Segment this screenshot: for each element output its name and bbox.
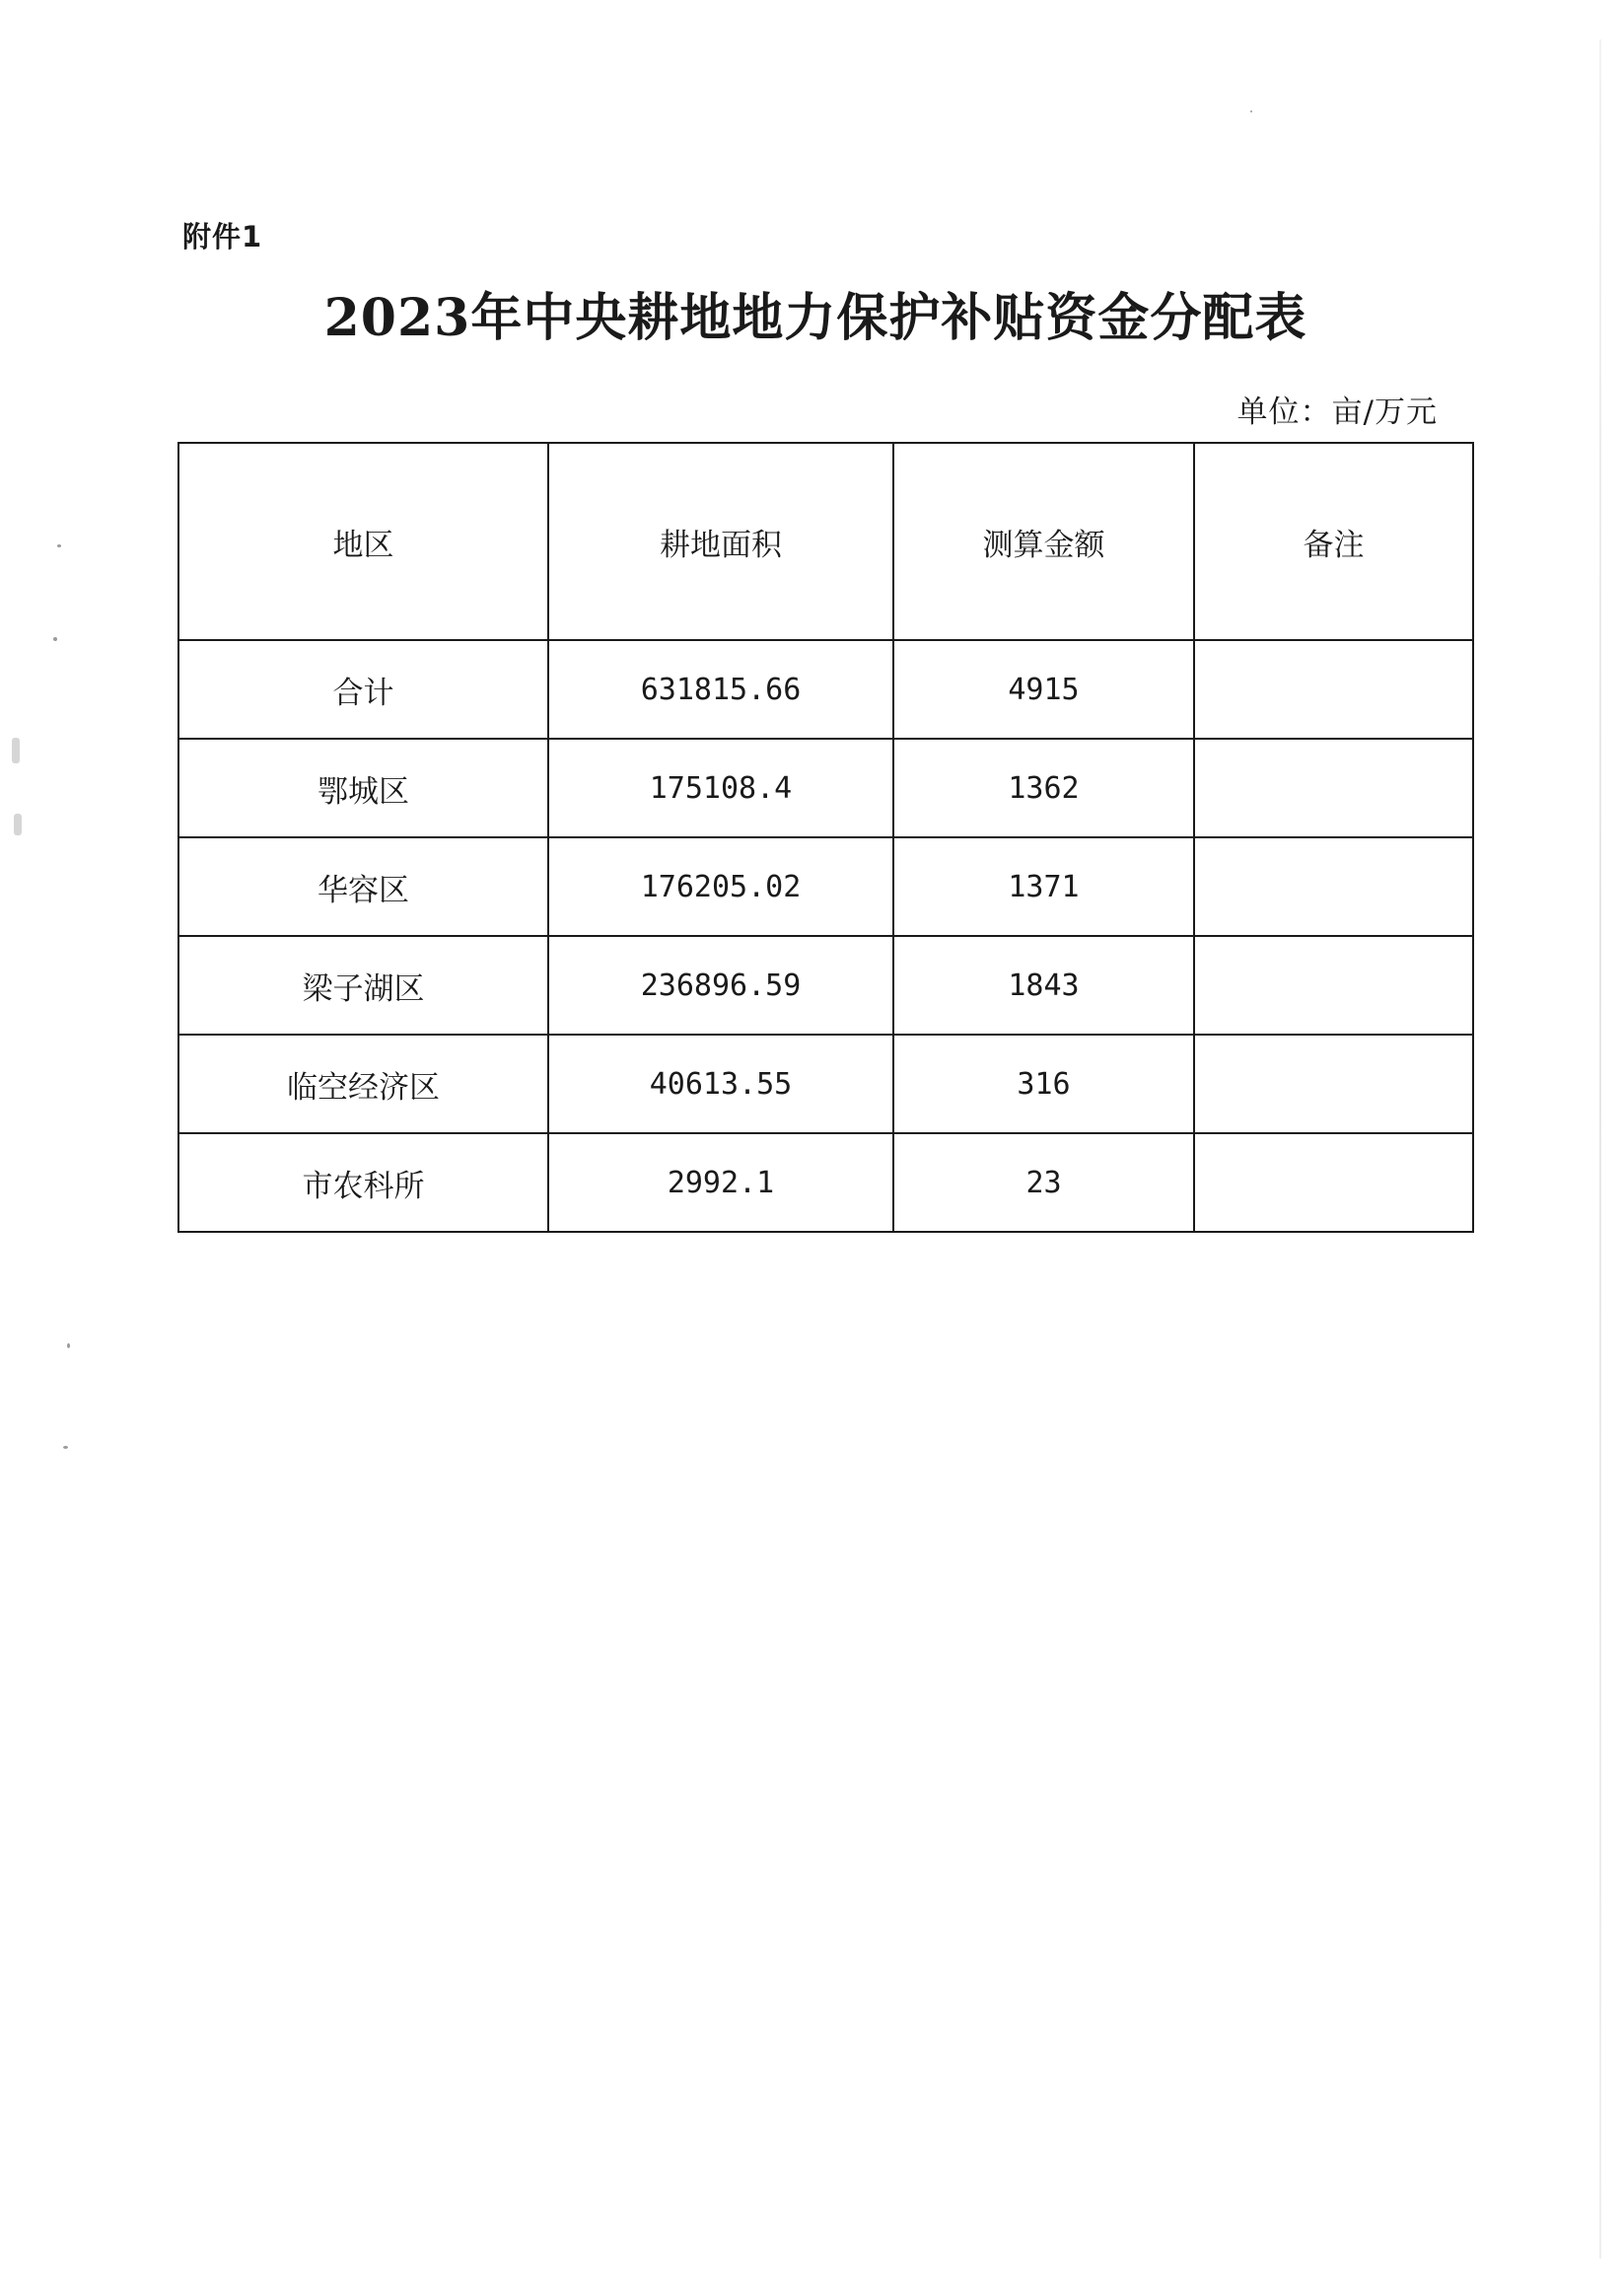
scan-speck	[1250, 110, 1252, 112]
allocation-table	[177, 442, 1474, 1233]
cell-region: 梁子湖区	[178, 936, 548, 1035]
table-row	[178, 837, 1473, 936]
cell-remark	[1194, 837, 1473, 936]
cell-area: 236896.59	[548, 936, 893, 1035]
cell-remark	[1194, 640, 1473, 739]
cell-amount: 316	[893, 1035, 1194, 1133]
cell-amount: 1362	[893, 739, 1194, 837]
cell-area: 175108.4	[548, 739, 893, 837]
header-area: 耕地面积	[548, 443, 893, 640]
scan-edge	[1599, 39, 1601, 2259]
cell-remark	[1194, 936, 1473, 1035]
cell-area: 2992.1	[548, 1133, 893, 1232]
table-row	[178, 640, 1473, 739]
cell-region: 鄂城区	[178, 739, 548, 837]
cell-remark	[1194, 739, 1473, 837]
header-region: 地区	[178, 443, 548, 640]
cell-region: 市农科所	[178, 1133, 548, 1232]
table-row	[178, 1133, 1473, 1232]
cell-amount: 1843	[893, 936, 1194, 1035]
cell-area: 40613.55	[548, 1035, 893, 1133]
cell-area: 631815.66	[548, 640, 893, 739]
scan-speck	[63, 1446, 68, 1449]
scan-speck	[53, 637, 57, 641]
scan-speck	[14, 814, 22, 835]
cell-area: 176205.02	[548, 837, 893, 936]
page-title: 2023年中央耕地地力保护补贴资金分配表	[323, 288, 1307, 348]
header-remark: 备注	[1194, 443, 1473, 640]
cell-remark	[1194, 1035, 1473, 1133]
cell-region: 临空经济区	[178, 1035, 548, 1133]
cell-amount: 1371	[893, 837, 1194, 936]
table-row	[178, 936, 1473, 1035]
cell-region: 合计	[178, 640, 548, 739]
cell-region: 华容区	[178, 837, 548, 936]
scan-speck	[57, 544, 61, 547]
table-row	[178, 739, 1473, 837]
scan-speck	[12, 738, 20, 763]
table-header-row	[178, 443, 1473, 640]
cell-amount: 23	[893, 1133, 1194, 1232]
attachment-label: 附件1	[182, 220, 263, 253]
table-row	[178, 1035, 1473, 1133]
cell-remark	[1194, 1133, 1473, 1232]
unit-note: 单位：亩/万元	[1236, 395, 1438, 430]
cell-amount: 4915	[893, 640, 1194, 739]
scan-speck	[67, 1343, 70, 1348]
header-amount: 测算金额	[893, 443, 1194, 640]
